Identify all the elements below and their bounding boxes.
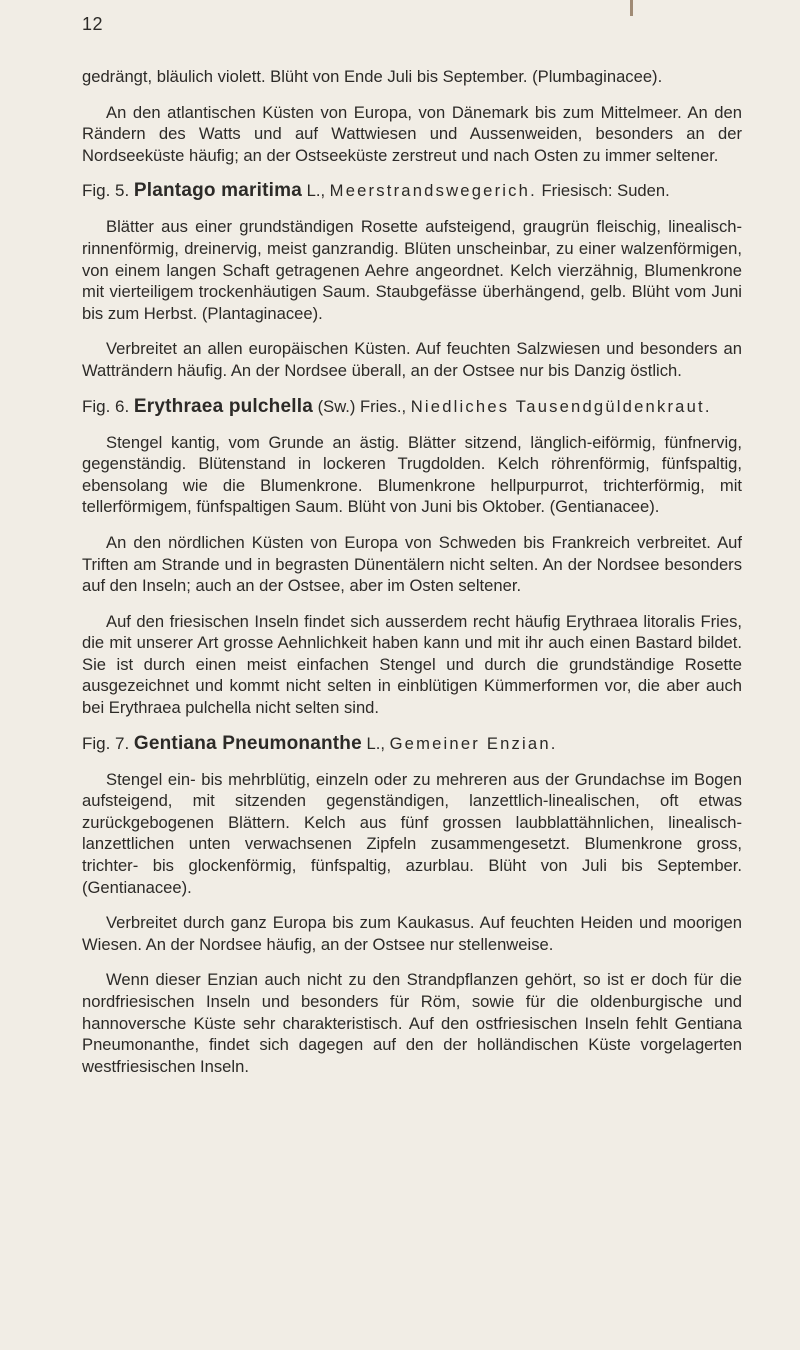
page-number: 12 [82,14,104,34]
fig5-author: L., [302,181,330,201]
fig6-distribution: An den nördlichen Küsten von Europa von Schweden bis Frankreich verbreitet. Auf Triften am Strande und in begrasten Dünentälern nicht selten. An der Nordsee besonders auf den Inseln; auch an der Ostsee, aber im Osten seltener. [82,532,742,596]
continued-paragraph: gedrängt, bläulich violett. Blüht von Ende Juli bis September. (Plumbaginacee). [82,67,663,86]
fig5-label: Fig. 5. [82,181,130,201]
fig6-vernacular: Niedliches Tausendgüldenkraut. [410,396,712,416]
fig6-description: Stengel kantig, vom Grunde an ästig. Blätter sitzend, länglich-eiförmig, fünfnervig, gegenständig. Blütenstand in lockeren Trugdolden. Kelch röhrenförmig, fünfspaltig, ebensolang wie die Blumenkrone. Blumenkrone hellpurpurrot, trichterförmig, mit tellerförmigem, fünfspaltigen Saum. Blüht von Juni bis Oktober. (Gentianacee). [82,432,742,517]
fig5-extra: Friesisch: Suden. [536,181,670,201]
fig7-vernacular: Gemeiner Enzian. [389,733,558,753]
page-text [82,66,742,1091]
fig6-species: Erythraea pulchella [133,395,313,417]
fig7-note: Wenn dieser Enzian auch nicht zu den Strandpflanzen gehört, so ist er doch für die nordfriesischen Inseln und besonders für Röm, sowie für die oldenburgische und hannoversche Küste sehr charakteristisch. Auf den ostfriesischen Inseln fehlt Gentiana Pneumonanthe, findet sich dagegen auf den der holländischen Küste vorgelagerten westfriesischen Inseln. [82,970,742,1076]
fig7-description: Stengel ein- bis mehrblütig, einzeln oder zu mehreren aus der Grundachse im Bogen aufsteigend, mit sitzenden gegenständigen, lanzettlich-linealischen, oft etwas zurückgebogenen Blättern. Kelch aus fünf grossen laubblattähnlichen, linealisch-lanzettlichen unten verwachsenen Zipfeln zusammengesetzt. Blumenkrone gross, trichter- bis glockenförmig, fünfspaltig, azurblau. Blüht von Juli bis September. (Gentianacee). [82,769,742,897]
fig5-heading [82,180,742,202]
fig7-author: L., [361,733,390,753]
fig5-vernacular: Meerstrandswegerich. [329,181,537,201]
fig5-distribution: Verbreitet an allen europäischen Küsten. Auf feuchten Salzwiesen und besonders an Watträndern häufig. An der Nordsee überall, an der Ostsee nur bis Danzig östlich. [82,339,742,380]
fig7-species: Gentiana Pneumonanthe [133,732,362,754]
fig6-heading [82,396,742,418]
fig7-distribution: Verbreitet durch ganz Europa bis zum Kaukasus. Auf feuchten Heiden und moorigen Wiesen. An der Nordsee häufig, an der Ostsee nur stellenweise. [82,913,742,954]
page-edge-mark [630,0,633,16]
distribution-paragraph: An den atlantischen Küsten von Europa, von Dänemark bis zum Mittelmeer. An den Rändern des Watts und auf Wattwiesen und Aussenweiden, besonders an der Nordseeküste häufig; an der Ostseeküste zerstreut und nach Osten zu immer seltener. [82,102,742,165]
fig5-description: Blätter aus einer grundständigen Rosette aufsteigend, graugrün fleischig, linealisch-rinnenförmig, dreinervig, meist ganzrandig. Blüten unscheinbar, zu einer walzenförmigen, von einem langen Schaft getragenen Aehre angeordnet. Kelch vierzähnig, Blumenkrone mit vierteiligem trockenhäutigen Saum. Staubgefässe überhängend, gelb. Blüht vom Juni bis zum Herbst. (Plantaginacee). [82,217,742,323]
fig5-species: Plantago maritima [133,180,302,202]
fig6-author: (Sw.) Fries., [312,396,411,416]
fig6-label: Fig. 6. [82,396,130,416]
fig7-heading [82,733,742,755]
fig7-label: Fig. 7. [82,733,130,753]
fig6-note: Auf den friesischen Inseln findet sich ausserdem recht häufig Erythraea litoralis Fries, die mit unserer Art grosse Aehnlichkeit haben kann und mit ihr auch einen Bastard bildet. Sie ist durch einen meist einfachen Stengel und durch die grundständige Rosette ausgezeichnet und kommt nicht selten in einblütigen Kümmerformen vor, die aber auch bei Erythraea pulchella nicht selten sind. [82,611,742,718]
